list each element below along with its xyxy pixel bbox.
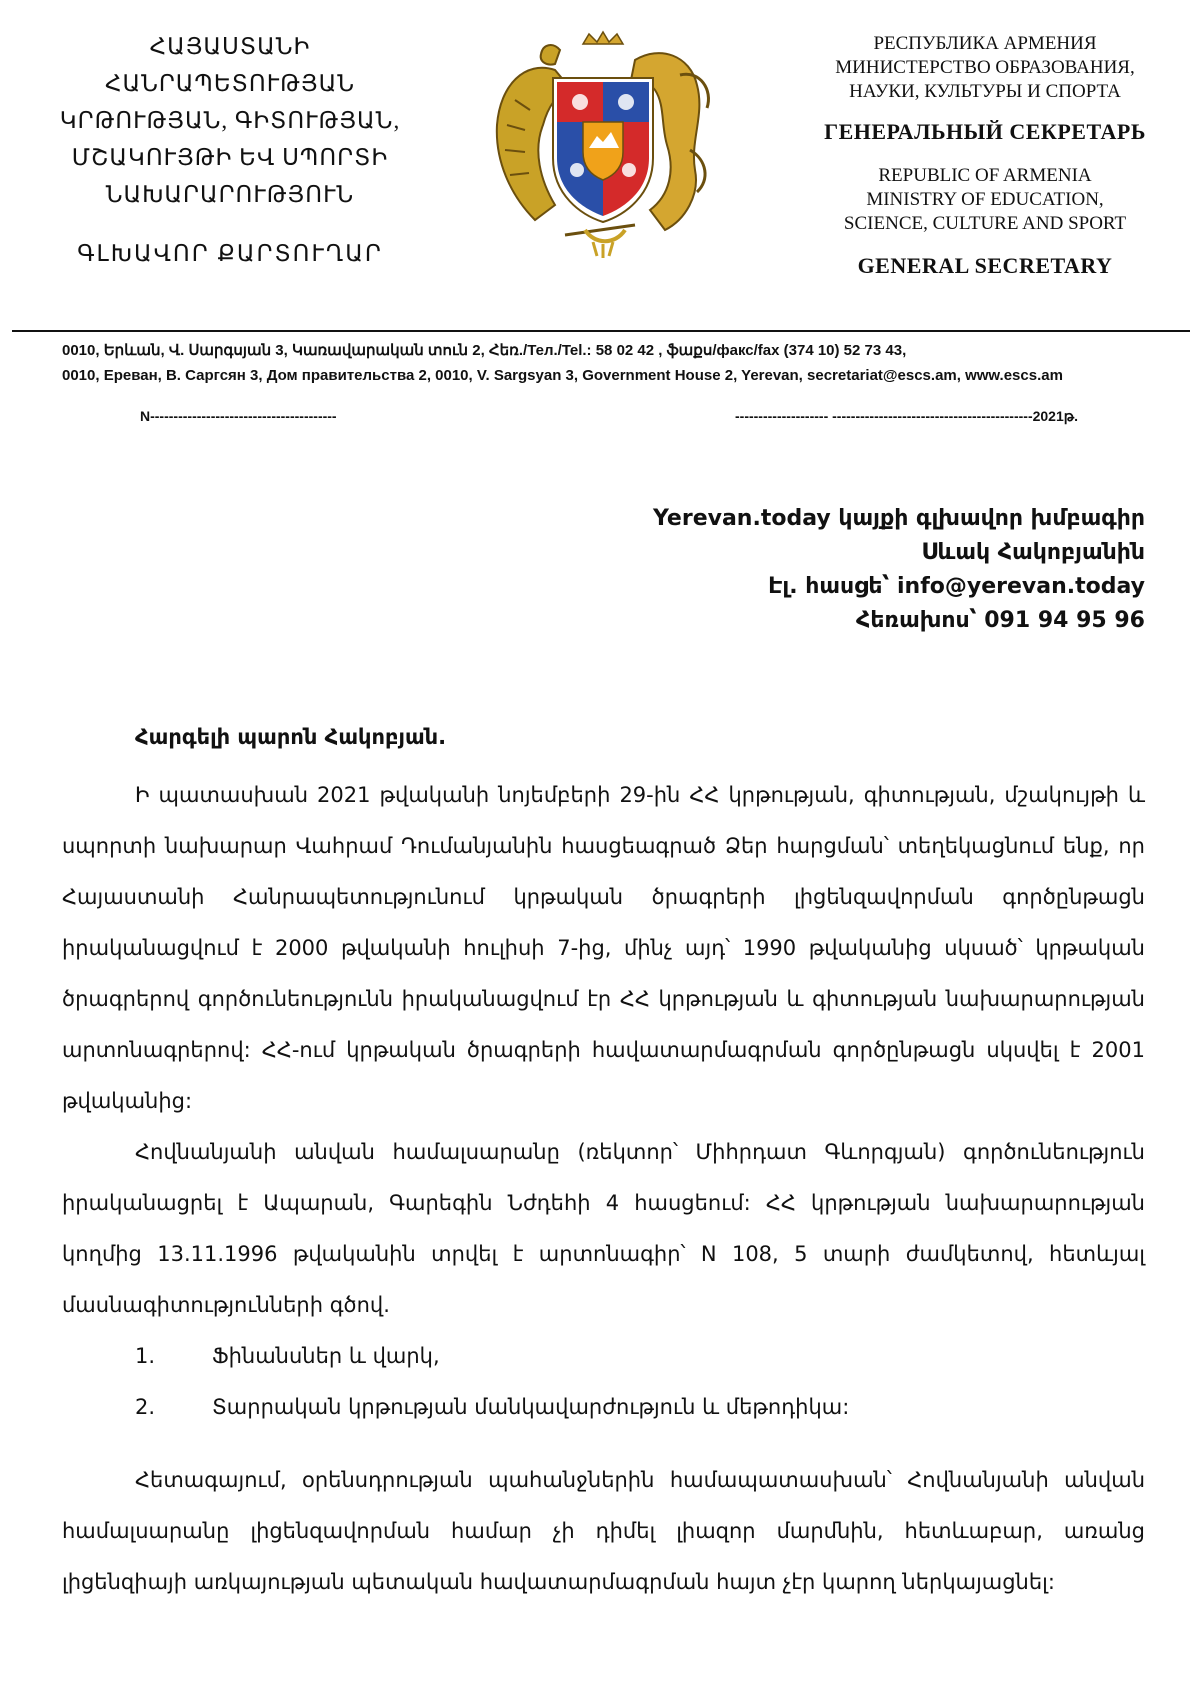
letterhead-title-english: GENERAL SECRETARY [857,253,1113,278]
letterhead-line: ՀԱՆՐԱՊԵՏՈՒԹՅԱՆ [105,71,355,96]
paragraph: Հետագայում, օրենսդրության պահանջներին համապատասխան՝ Հովնանյանի անվան համալսարանը լիցենզավորման համար չի դիմել լիազոր մարմնին, հետևաբար, առանց լիցենզիայի առկայության պետական հավատարմագրման հայտ չէր կարող ներկայացնել: [62,1468,1145,1594]
reference-number: N---------------------------------------- [140,408,337,424]
address-line: 0010, Ереван, В. Саргсян 3, Дом правительства 2, 0010, V. Sargsyan 3, Government House 2, Yerevan, secretariat@escs.am, www.escs.am [62,367,1063,384]
letterhead-line: НАУКИ, КУЛЬТУРЫ И СПОРТА [849,81,1121,102]
letterhead-title-russian: ГЕНЕРАЛЬНЫЙ СЕКРЕТАРЬ [824,119,1146,144]
address-line: 0010, Երևան, Վ. Սարգսյան 3, Կառավարական տուն 2, Հեռ./Тел./Tel.: 58 02 42 , ֆաքս/факс/fax (374 10) 52 73 43, [62,342,907,359]
letterhead-line: ՆԱԽԱՐԱՐՈՒԹՅՈՒՆ [105,182,355,207]
letterhead-line: ՀԱՅԱՍՏԱՆԻ [149,34,311,59]
salutation: Հարգելի պարոն Հակոբյան. [135,725,447,749]
letterhead-foreign [800,32,1170,280]
list-item [62,1382,1145,1433]
specialties-list [62,1331,1145,1433]
recipient-line: Yerevan.today կայքի գլխավոր խմբագիր [653,506,1145,531]
reference-date: -------------------- -------------------------------------------2021թ. [735,408,1078,424]
letterhead-line: MINISTRY OF EDUCATION, [866,189,1104,210]
armenia-coat-of-arms-icon [485,30,720,260]
letterhead-line: SCIENCE, CULTURE AND SPORT [843,213,1127,234]
recipient-line: Սևակ Հակոբյանին [921,540,1145,565]
list-item-number: 2. [135,1395,156,1419]
letterhead-line: РЕСПУБЛИКА АРМЕНИЯ [873,33,1097,54]
paragraph: Ի պատասխան 2021 թվականի նոյեմբերի 29-ին ՀՀ կրթության, գիտության, մշակույթի և սպորտի նախարար Վահրամ Դումանյանին հասցեագրած Ձեր հարցման՝ տեղեկացնում ենք, որ Հայաստանի Հանրապետությունում կրթական ծրագրերի լիցենզավորման գործընթացն իրականացվում է 2000 թվականի հուլիսի 7-ից, մինչ այդ՝ 1990 թվականից սկսած՝ կրթական ծրագրերով գործունեությունն իրականացվում էր ՀՀ կրթության և գիտության նախարարության արտոնագրերով: ՀՀ-ում կրթական ծրագրերի հավատարմագրման գործընթացն սկսվել է 2001 թվականից: [62,783,1145,1113]
list-item-text: Ֆինանսներ և վարկ, [212,1344,440,1368]
letterhead-divider [12,330,1190,332]
recipient-line: Էլ. հասցե՝ info@yerevan.today [768,574,1145,599]
letterhead-line: МИНИСТЕРСТВО ОБРАЗОВАНИЯ, [835,57,1135,78]
recipient-line: Հեռախոս՝ 091 94 95 96 [856,608,1145,633]
recipient-block [560,502,1145,638]
letter-body [62,770,1145,1608]
letterhead-line: ՄՇԱԿՈՒՅԹԻ ԵՎ ՍՊՈՐՏԻ [71,145,389,170]
paragraph: Հովնանյանի անվան համալսարանը (ռեկտոր՝ Միհրդատ Գևորգյան) գործունեություն իրականացրել է Ապարան, Գարեգին Նժդեհի 4 հասցեում: ՀՀ կրթության նախարարության կողմից 13.11.1996 թվականին տրվել է արտոնագիր՝ N 108, 5 տարի ժամկետով, հետևյալ մասնագիտությունների գծով. [62,1140,1145,1317]
letterhead-title-armenian: ԳԼԽԱՎՈՐ ՔԱՐՏՈՒՂԱՐ [77,241,383,266]
list-item [62,1331,1145,1382]
address-block [62,338,1182,388]
letterhead-line: ԿՐԹՈՒԹՅԱՆ, ԳԻՏՈՒԹՅԱՆ, [59,108,401,133]
list-item-number: 1. [135,1344,156,1368]
list-item-text: Տարրական կրթության մանկավարժություն և մեթոդիկա: [212,1395,850,1419]
letterhead-armenian [40,28,420,272]
letterhead-line: REPUBLIC OF ARMENIA [878,165,1092,186]
